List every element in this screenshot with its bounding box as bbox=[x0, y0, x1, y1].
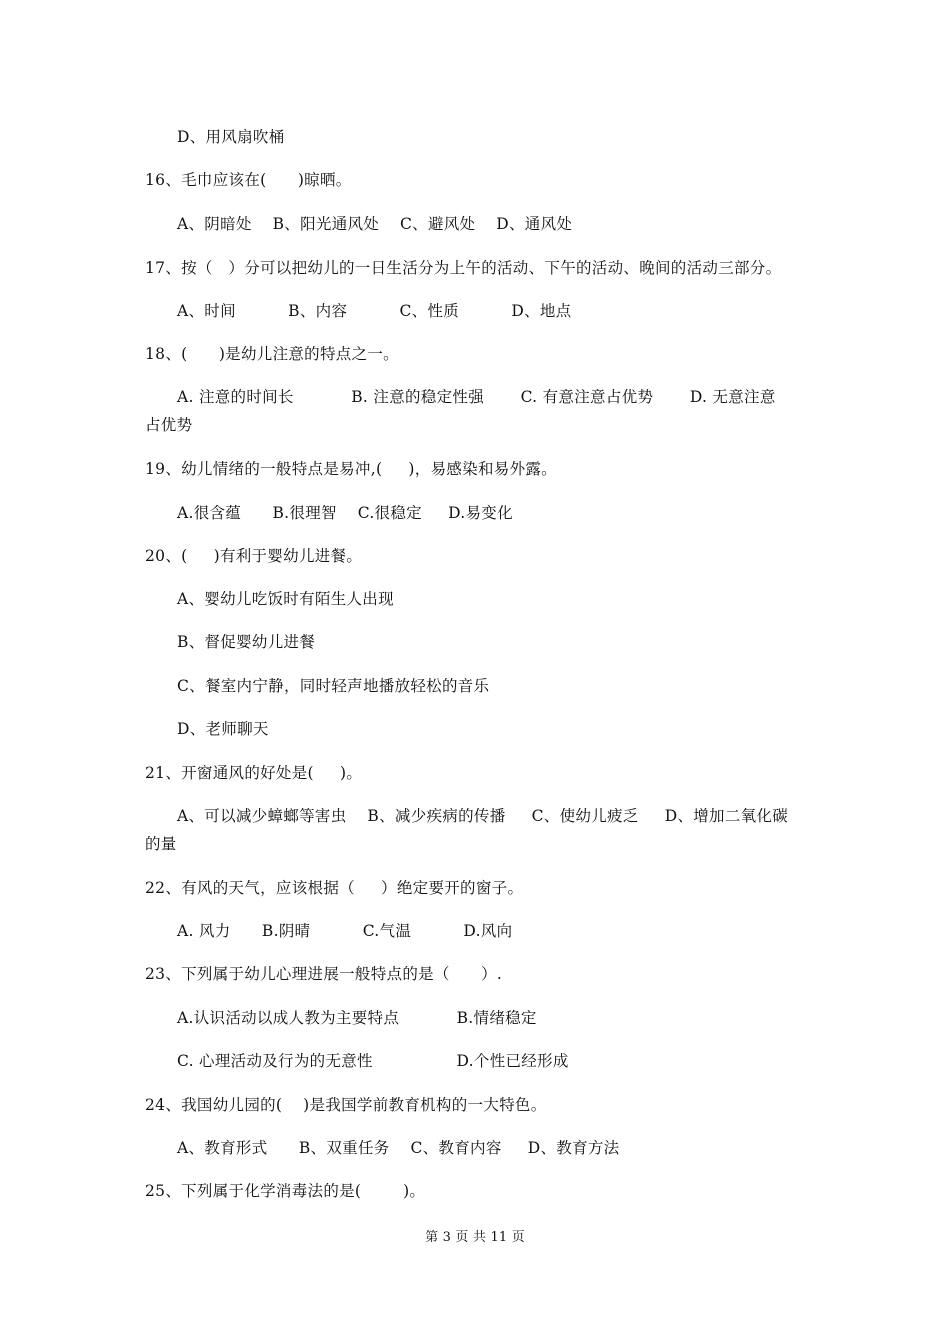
q21-options: A、可以减少蟑螂等害虫 B、减少疾病的传播 C、使幼儿疲乏 D、增加二氧化碳 bbox=[177, 807, 789, 825]
q18-options: A. 注意的时间长 B. 注意的稳定性强 C. 有意注意占优势 D. 无意注意 bbox=[177, 388, 776, 406]
q15-option-d: D、用风扇吹桶 bbox=[177, 128, 285, 146]
q17-options: A、时间 B、内容 C、性质 D、地点 bbox=[177, 302, 572, 320]
q19-options: A.很含蕴 B.很理智 C.很稳定 D.易变化 bbox=[177, 504, 513, 522]
question-23: 23、下列属于幼儿心理进展一般特点的是（ ）. bbox=[145, 965, 503, 983]
question-17: 17、按（ ）分可以把幼儿的一日生活分为上午的活动、下午的活动、晚间的活动三部分。 bbox=[145, 259, 782, 277]
question-24: 24、我国幼儿园的( )是我国学前教育机构的一大特色。 bbox=[145, 1096, 547, 1114]
question-21: 21、开窗通风的好处是( )。 bbox=[145, 764, 363, 782]
q23-options-cd: C. 心理活动及行为的无意性 D.个性已经形成 bbox=[177, 1052, 569, 1070]
q16-options: A、阴暗处 B、阳光通风处 C、避风处 D、通风处 bbox=[177, 215, 573, 233]
q24-options: A、教育形式 B、双重任务 C、教育内容 D、教育方法 bbox=[177, 1139, 620, 1157]
q23-options-ab: A.认识活动以成人教为主要特点 B.情绪稳定 bbox=[177, 1009, 537, 1027]
question-25: 25、下列属于化学消毒法的是( )。 bbox=[145, 1182, 426, 1200]
q18-options-wrap: 占优势 bbox=[145, 416, 193, 434]
question-22: 22、有风的天气，应该根据（ ）绝定要开的窗子。 bbox=[145, 879, 524, 897]
q22-options: A. 风力 B.阴晴 C.气温 D.风向 bbox=[177, 922, 513, 940]
question-20: 20、( )有利于婴幼儿进餐。 bbox=[145, 547, 363, 565]
question-18: 18、( )是幼儿注意的特点之一。 bbox=[145, 345, 399, 363]
question-19: 19、幼儿情绪的一般特点是易冲,( )，易感染和易外露。 bbox=[145, 460, 557, 478]
q20-option-c: C、餐室内宁静，同时轻声地播放轻松的音乐 bbox=[177, 677, 490, 695]
page-footer: 第 3 页 共 11 页 bbox=[425, 1230, 525, 1245]
q20-option-d: D、老师聊天 bbox=[177, 720, 269, 738]
q21-options-wrap: 的量 bbox=[145, 835, 177, 853]
q20-option-b: B、督促婴幼儿进餐 bbox=[177, 633, 316, 651]
question-16: 16、毛巾应该在( )晾晒。 bbox=[145, 171, 352, 189]
q20-option-a: A、婴幼儿吃饭时有陌生人出现 bbox=[177, 590, 394, 608]
